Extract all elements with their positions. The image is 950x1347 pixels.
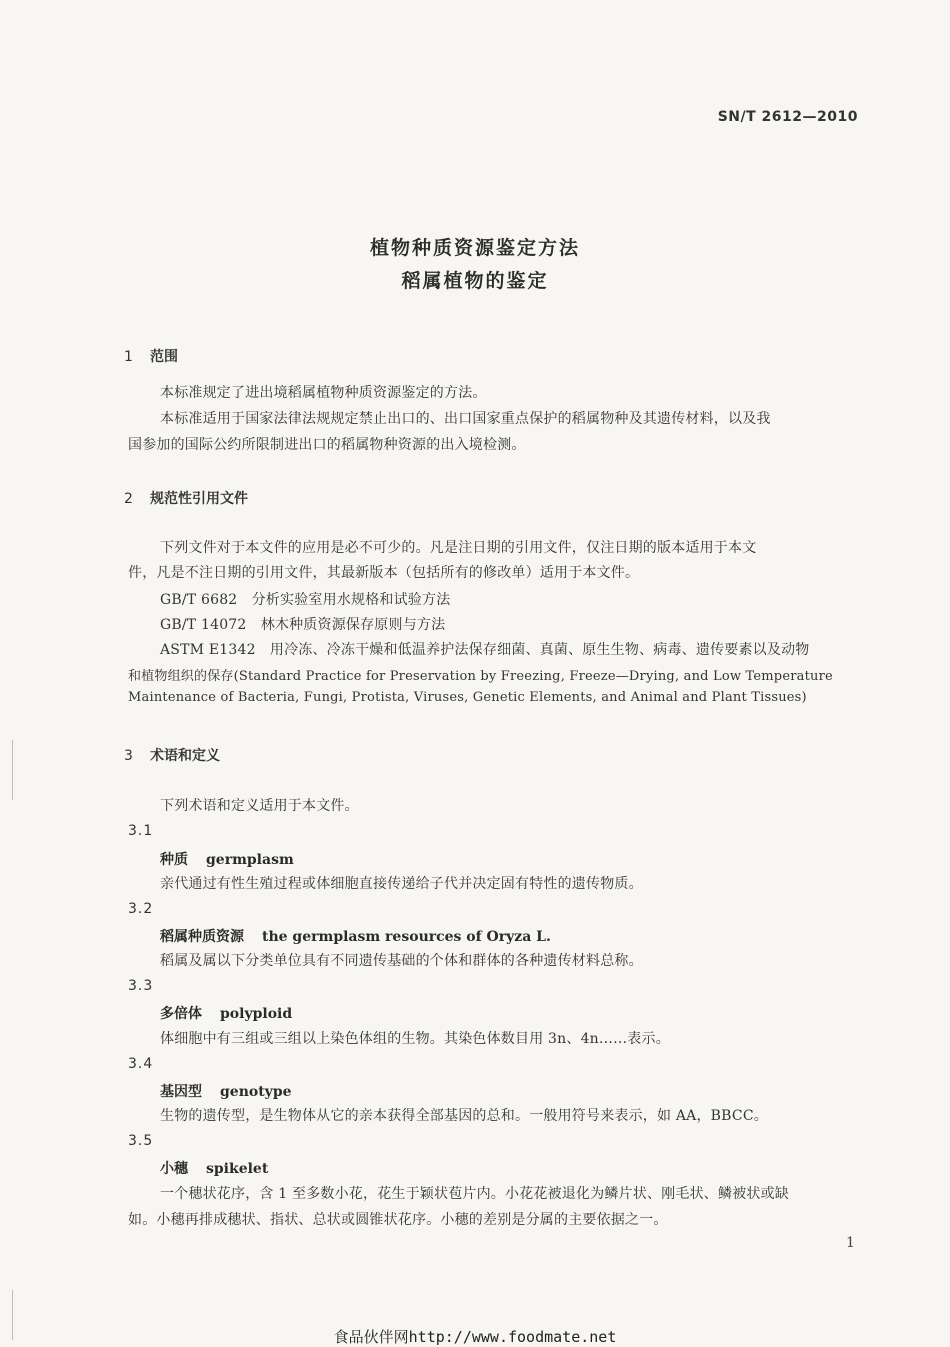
term-zh: 基因型	[160, 1084, 202, 1100]
reference-item: 和植物组织的保存(Standard Practice for Preservation by Freezing, Freeze—Drying, and Low Temperature	[128, 669, 833, 684]
section-title: 范围	[150, 349, 178, 365]
section-number: 1	[124, 349, 133, 365]
reference-item: GB/T 14072 林木种质资源保存原则与方法	[160, 617, 446, 633]
term-en: the germplasm resources of Oryza L.	[262, 929, 551, 945]
term-en: germplasm	[206, 852, 294, 868]
term-number: 3.1	[128, 823, 154, 839]
document-subtitle: 稻属植物的鉴定	[401, 270, 549, 292]
section-heading-terms	[124, 745, 220, 765]
reference-item: GB/T 6682 分析实验室用水规格和试验方法	[160, 592, 451, 608]
term-definition: 亲代通过有性生殖过程或体细胞直接传递给子代并决定固有特性的遗传物质。	[160, 876, 643, 892]
footer-watermark: 食品伙伴网http://www.foodmate.net	[333, 1328, 617, 1346]
term-zh: 种质	[160, 852, 188, 868]
term-definition: 如。小穗再排成穗状、指状、总状或圆锥状花序。小穗的差别是分属的主要依据之一。	[128, 1212, 668, 1228]
term-definition: 生物的遗传型，是生物体从它的亲本获得全部基因的总和。一般用符号来表示，如 AA，BBCC。	[160, 1108, 768, 1124]
standard-code: SN/T 2612—2010	[717, 109, 858, 125]
term-definition: 一个穗状花序，含 1 至多数小花，花生于颖状苞片内。小花花被退化为鳞片状、刚毛状、鳞被状或缺	[160, 1186, 790, 1202]
term-zh: 多倍体	[160, 1006, 202, 1022]
section-heading-scope	[124, 346, 178, 366]
term-en: genotype	[220, 1084, 292, 1100]
term-heading	[160, 926, 551, 946]
document-title: 植物种质资源鉴定方法	[369, 237, 580, 259]
paragraph: 国参加的国际公约所限制进出口的稻属物种资源的出入境检测。	[128, 437, 526, 453]
section-number: 3	[124, 748, 133, 764]
term-number: 3.2	[128, 901, 154, 917]
reference-item: Maintenance of Bacteria, Fungi, Protista, Viruses, Genetic Elements, and Animal and Plant Tissues)	[128, 690, 807, 705]
section-number: 2	[124, 491, 133, 507]
paragraph: 件，凡是不注日期的引用文件，其最新版本（包括所有的修改单）适用于本文件。	[128, 565, 640, 581]
term-en: polyploid	[220, 1006, 293, 1022]
section-title: 规范性引用文件	[150, 491, 248, 507]
paragraph: 本标准规定了进出境稻属植物种质资源鉴定的方法。	[160, 385, 487, 401]
term-en: spikelet	[206, 1161, 269, 1177]
term-zh: 小穗	[160, 1161, 188, 1177]
term-definition: 稻属及属以下分类单位具有不同遗传基础的个体和群体的各种遗传材料总称。	[160, 953, 643, 969]
term-number: 3.5	[128, 1133, 154, 1149]
section-title: 术语和定义	[150, 748, 220, 764]
term-heading	[160, 849, 294, 869]
section-heading-normative-references	[124, 488, 248, 508]
reference-item: ASTM E1342 用冷冻、冷冻干燥和低温养护法保存细菌、真菌、原生生物、病毒、遗传要素以及动物	[160, 642, 810, 658]
page-number: 1	[846, 1235, 855, 1251]
term-definition: 体细胞中有三组或三组以上染色体组的生物。其染色体数目用 3n、4n……表示。	[160, 1031, 670, 1047]
term-heading	[160, 1081, 292, 1101]
paragraph: 下列术语和定义适用于本文件。	[160, 798, 359, 814]
term-heading	[160, 1003, 292, 1023]
scan-artifact	[12, 740, 13, 800]
term-heading	[160, 1158, 268, 1178]
term-number: 3.4	[128, 1056, 154, 1072]
paragraph: 下列文件对于本文件的应用是必不可少的。凡是注日期的引用文件，仅注日期的版本适用于本文	[160, 540, 757, 556]
term-number: 3.3	[128, 978, 154, 994]
paragraph: 本标准适用于国家法律法规规定禁止出口的、出口国家重点保护的稻属物种及其遗传材料，以及我	[160, 411, 771, 427]
term-zh: 稻属种质资源	[160, 929, 244, 945]
